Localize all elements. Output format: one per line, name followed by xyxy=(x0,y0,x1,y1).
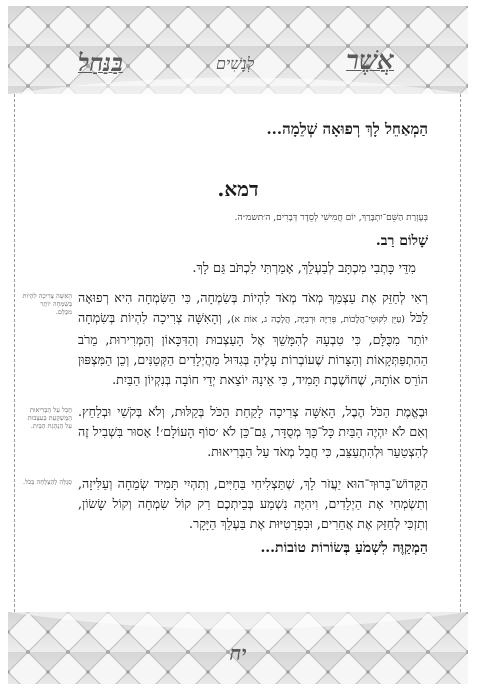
page-number: יח xyxy=(229,641,247,665)
intro-line: מִדֵּי כָּתְבִי מִכְתָּב לְבַעְלֵךְ, אָמַרְתִּי לִכְתֹּב גַּם לָךְ. xyxy=(192,261,416,276)
margin-note-1: הָאִשָּׁה צְרִיכָה לִהְיוֹת בְּשִׂמְחָה יוֹתֵר מִכֻּלָּם. xyxy=(22,292,72,316)
page xyxy=(8,6,468,684)
paragraph-3-block xyxy=(22,474,454,534)
paragraph-2: וּבֶאֱמֶת הַכֹּל הֶבֶל, הָאִשָּׁה צְרִיכָה לָקַחַת הַכֹּל בְּקַלּוּת, וְלֹא בְּקֹשִׁי וּבְלַחַץ. וְאִם לֹא יִהְיֶה הַבַּיִת כָּל־כָּךְ מְסֻדָּר, גַּם־כֵּן לֹא ׳סוֹף הָעוֹלָם׳! אָסוּר בִּשְׁבִיל זֶה לְהִצְטַעֵר וּלְהִתְעַצֵּב, כִּי חֲבָל מְאֹד עַל הַבְּרִיאוּת. xyxy=(78,404,428,459)
header-word-right: אֲשֶׁר xyxy=(346,46,394,76)
paragraph-1-reference: (עַיֵּן לִקּוּטֵי־הֲלָכוֹת, פְּרִיָּה וּרְבִיָּה, הֲלָכָה ג, אוֹת א) xyxy=(231,315,405,325)
paragraph-1 xyxy=(78,288,428,390)
paragraph-2-block xyxy=(22,402,454,462)
paragraph-3: הַקָּדוֹשׁ־בָּרוּךְ־הוּא יַעֲזֹר לָךְ, שֶׁתַּצְלִיחִי בַּחַיִּים, וְתִהְיִי תָּמִיד שְׂמֵחָה וְעַלִּיזָה, וְתִשְׂמְחִי אֶת הַיְלָדִים, וִיהִיֶּה נִשְׁמַע בְּבֵיתְכֶם רַק קוֹל שִׂמְחָה וְקוֹל שָׂשׂוֹן, וְתִזְכִּי לְחַזֵּק אֶת אֲחֵרִים, וּבִפְרָטִיּוּת אֶת בַּעְלֵךְ הַיָּקָר. xyxy=(78,476,428,531)
dashed-border-right xyxy=(460,94,461,612)
greeting: שָׁלוֹם רַב. xyxy=(375,233,428,249)
margin-note-3: סְגֻלָּה לְהַצְלָחָה בַּכֹּל. xyxy=(23,478,72,486)
letter-body xyxy=(22,106,454,557)
letter-title: דמא. xyxy=(217,177,259,201)
paragraph-1-block xyxy=(22,288,454,390)
closing-line: הַמְקַוֶּה לִשְׁמֹעַ בְּשׂוֹרוֹת טוֹבוֹת... xyxy=(260,540,428,556)
header-banner xyxy=(8,6,468,94)
paragraph-1-main: רְאִי לְחַזֵּק אֶת עַצְמֵךְ מְאֹד מְאֹד לִהְיוֹת בְּשִׂמְחָה, כִּי הַשִּׂמְחָה הִיא רְפוּאָה לַכֹּל xyxy=(78,290,428,325)
header-word-left: בַּנַּחַל xyxy=(78,48,123,77)
footer-banner xyxy=(8,612,468,684)
opening-blessing: הַמְאַחֵל לָךְ רְפוּאָה שְׁלֵמָה... xyxy=(266,120,428,138)
header-word-middle: לְנָשִׁים xyxy=(216,54,255,73)
margin-note-2: חֲבָל עַל הַבְּרִיאוּת הַמֻּשְׁקַעַת בְּעִצְבוּת עַל הַנְהָגַת הַבַּיִת. xyxy=(27,406,72,430)
letter-dateline: בְּעֶזְרַת הַשֵּׁם־יִתְבָּרַךְ, יוֹם חֲמִישִׁי לְסֵדֶר דְּבָרִים, ה׳תשמ״ה. xyxy=(234,213,428,223)
paragraph-1-rest: , וְהָאִשָּׁה צְרִיכָה לִהְיוֹת בְּשִׂמְחָה יוֹתֵר מִכֻּלָּם, כִּי טִבְעָהּ לְהִמָּשֵׁךְ אֶל הָעַצְבוּת וְהַדִּכָּאוֹן וְהַמְּרִירוּת, מֵרֹב הַהִתְפַּתְּקָאוֹת וְהַצָּרוֹת שֶׁעוֹבְרוֹת עָלֶיהָ בְּגִדּוּל מַהֲיְלָדִים הַקְּטַנִּים, וְכֵן הַמִּצְפּוּן הוֹרֵס אוֹתָהּ, שֶׁחוֹשֶׁבֶת תָּמִיד, כִּי אֵינָהּ יוֹצֵאת יְדֵי חוֹבָה בְּנִקְיוֹן הַבַּיִת. xyxy=(78,310,428,387)
dashed-border-left xyxy=(14,94,15,612)
